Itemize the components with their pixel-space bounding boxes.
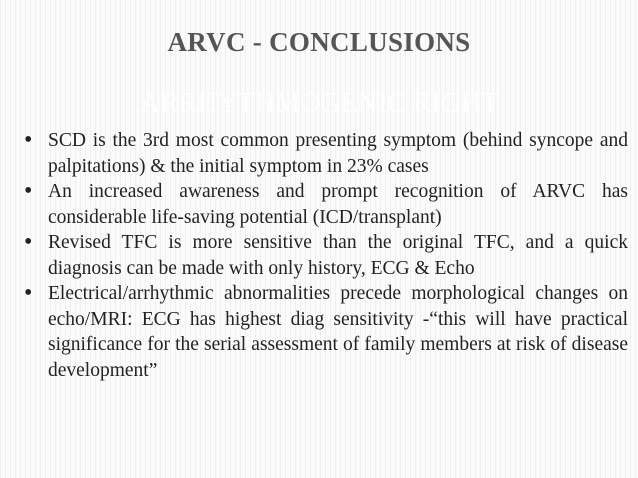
bullet-item-2 — [24, 179, 628, 230]
bullet-icon: • — [24, 229, 33, 255]
bullet-icon: • — [24, 127, 33, 153]
bullet-text-2: An increased awareness and prompt recognition of ARVC has considerable life-saving potential (ICD/transplant) — [48, 181, 628, 228]
faded-heading-text: ARRHYTHMOGENIC RIGHT — [139, 88, 499, 119]
bullet-text-4: Electrical/arrhythmic abnormalities precede morphological changes on echo/MRI: ECG has highest diag sensitivity -“this will have practical significance for the serial assessment of family members at risk of disease development” — [48, 283, 628, 381]
bullet-list — [24, 128, 628, 383]
bullet-item-3 — [24, 230, 628, 281]
bullet-item-1 — [24, 128, 628, 179]
bullet-text-1: SCD is the 3rd most common presenting symptom (behind syncope and palpitations) & the initial symptom in 23% cases — [48, 130, 628, 177]
bullet-text-3: Revised TFC is more sensitive than the original TFC, and a quick diagnosis can be made with only history, ECG & Echo — [48, 232, 628, 279]
bullet-icon: • — [24, 280, 33, 306]
bullet-icon: • — [24, 178, 33, 204]
bullet-item-4 — [24, 281, 628, 383]
slide-title: ARVC - CONCLUSIONS — [167, 27, 471, 57]
